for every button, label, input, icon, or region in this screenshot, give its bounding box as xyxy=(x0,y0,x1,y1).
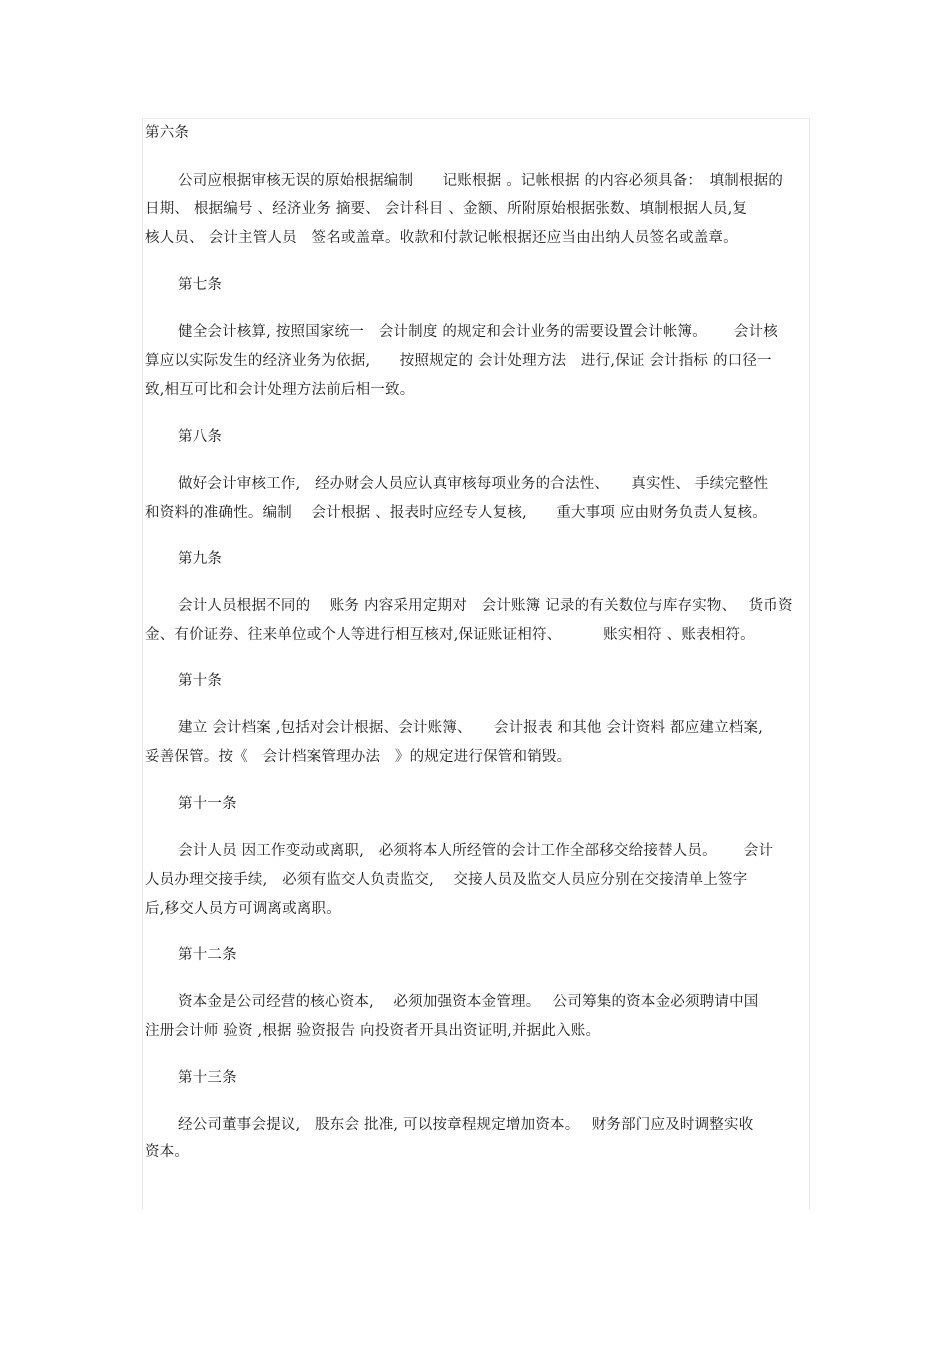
article-11-text-line-3: 后,移交人员方可调离或离职。 xyxy=(145,901,341,917)
article-6-heading: 第六条 xyxy=(145,125,190,141)
article-11-heading: 第十一条 xyxy=(178,796,237,812)
article-12-text-line-2: 注册会计师 验资 ,根据 验资报告 向投资者开具出资证明,并据此入账。 xyxy=(145,1023,601,1039)
article-7-text-line-2: 算应以实际发生的经济业务为依据, 按照规定的 会计处理方法 进行,保证 会计指标 的口径一 xyxy=(145,353,772,369)
article-13-heading: 第十三条 xyxy=(178,1070,237,1086)
article-6-text-line-2: 日期、 根据编号 、经济业务 摘要、 会计科目 、金额、所附原始根据张数、填制根据人员,复 xyxy=(145,201,748,217)
article-10-text-line-2: 妥善保管。按《 会计档案管理办法 》的规定进行保管和销毁。 xyxy=(145,749,572,765)
article-7-text-line-3: 致,相互可比和会计处理方法前后相一致。 xyxy=(145,382,415,398)
article-7-text-line-1: 健全会计核算, 按照国家统一 会计制度 的规定和会计业务的需要设置会计帐簿。 会计核 xyxy=(178,324,778,340)
article-9-text-line-2: 金、有价证券、往来单位或个人等进行相互核对,保证账证相符、 账实相符 、账表相符。 xyxy=(145,627,755,643)
article-6-text-line-1: 公司应根据审核无误的原始根据编制 记账根据 。记帐根据 的内容必须具备： 填制根据的 xyxy=(178,173,784,189)
article-10-heading: 第十条 xyxy=(178,673,223,689)
page-border xyxy=(142,118,810,1209)
article-8-text-line-1: 做好会计审核工作, 经办财会人员应认真审核每项业务的合法性、 真实性、 手续完整性 xyxy=(178,476,769,492)
article-7-heading: 第七条 xyxy=(178,277,223,293)
article-13-text-line-1: 经公司董事会提议, 股东会 批准, 可以按章程规定增加资本。 财务部门应及时调整实收 xyxy=(178,1117,754,1133)
article-11-text-line-2: 人员办理交接手续, 必须有监交人负责监交, 交接人员及监交人员应分别在交接清单上签字 xyxy=(145,872,748,888)
article-8-heading: 第八条 xyxy=(178,429,223,445)
article-10-text-line-1: 建立 会计档案 ,包括对会计根据、会计账簿、 会计报表 和其他 会计资料 都应建立档案, xyxy=(178,720,764,736)
article-9-heading: 第九条 xyxy=(178,551,223,567)
article-9-text-line-1: 会计人员根据不同的 账务 内容采用定期对 会计账簿 记录的有关数位与库存实物、 货币资 xyxy=(178,598,793,614)
article-13-text-line-2: 资本。 xyxy=(145,1144,190,1160)
article-12-text-line-1: 资本金是公司经营的核心资本, 必须加强资本金管理。 公司筹集的资本金必须聘请中国 xyxy=(178,994,759,1010)
article-12-heading: 第十二条 xyxy=(178,947,237,963)
article-11-text-line-1: 会计人员 因工作变动或离职, 必须将本人所经管的会计工作全部移交给接替人员。 会计 xyxy=(178,843,774,859)
article-8-text-line-2: 和资料的准确性。编制 会计根据 、报表时应经专人复核, 重大事项 应由财务负责人复核。 xyxy=(145,505,767,521)
article-6-text-line-3: 核人员、 会计主管人员 签名或盖章。收款和付款记帐根据还应当由出纳人员签名或盖章。 xyxy=(145,230,738,246)
